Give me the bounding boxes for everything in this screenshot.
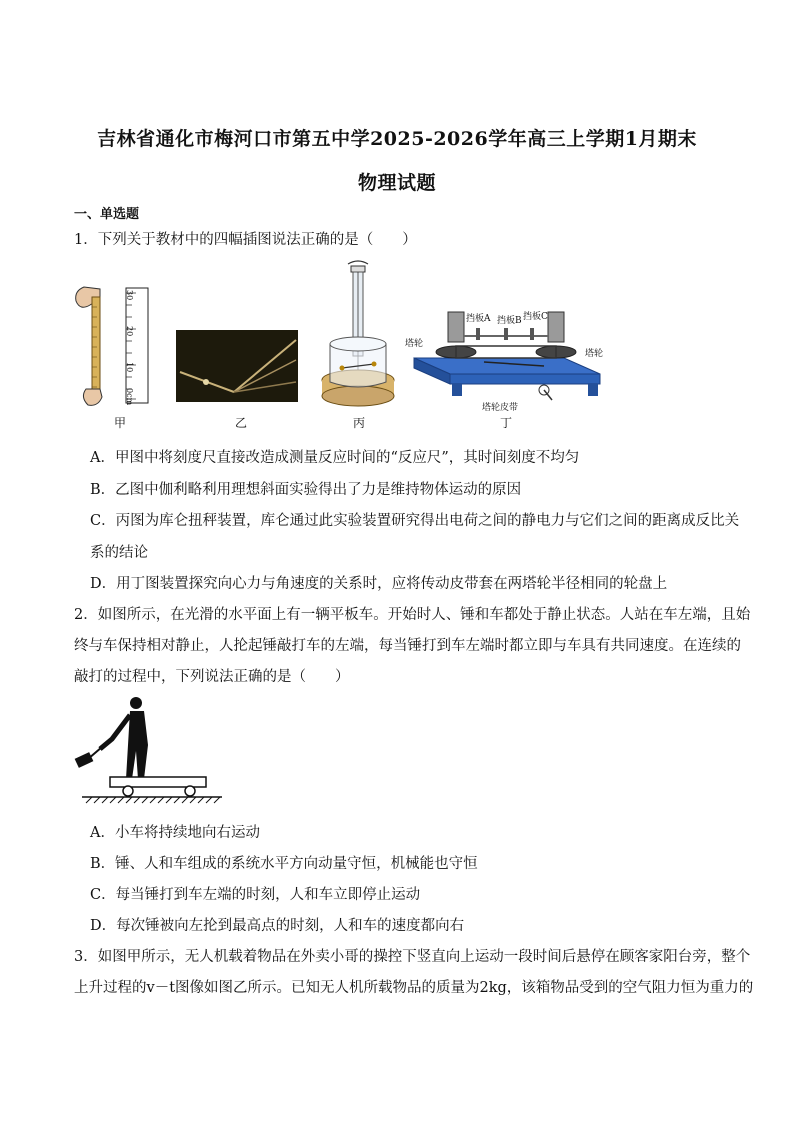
ruler-tick-10: 10 [125, 362, 134, 373]
figure-jia-caption: 甲 [114, 416, 127, 430]
figure-bing-illustration [318, 258, 398, 410]
ruler-tick-30: 30 [125, 290, 134, 301]
q1-option-b: B．乙图中伽利略利用理想斜面实验得出了力是维持物体运动的原因 [90, 482, 522, 498]
q1-option-c-cont: 系的结论 [90, 545, 148, 561]
figure-ding-caption: 丁 [500, 416, 513, 430]
q2-option-b: B．锤、人和车组成的系统水平方向动量守恒，机械能也守恒 [90, 856, 478, 872]
ding-label-baffle-b: 挡板B [497, 316, 522, 326]
page-subtitle: 物理试题 [357, 172, 436, 194]
section-heading: 一、单选题 [74, 207, 140, 222]
figure-yi [176, 330, 298, 402]
q2-option-a: A．小车将持续地向右运动 [90, 825, 260, 841]
q1-option-a: A．甲图中将刻度尺直接改造成测量反应时间的“反应尺”，其时间刻度不均匀 [90, 450, 580, 466]
q2-stem-line2: 终与车保持相对静止，人抡起锤敲打车的左端，每当锤打到车左端时都立即与车具有共同速度。在连续的 [74, 638, 741, 654]
q2-option-d: D．每次锤被向左抡到最高点的时刻，人和车的速度都向右 [90, 918, 465, 934]
page-title: 吉林省通化市梅河口市第五中学2025-2026学年高三上学期1月期末 [97, 128, 697, 150]
q3-stem-line1: 3．如图甲所示，无人机载着物品在外卖小哥的操控下竖直向上运动一段时间后悬停在顾客家阳台旁，整个 [74, 949, 751, 965]
q2-figure-illustration [74, 693, 226, 807]
q1-option-d: D．用丁图装置探究向心力与角速度的关系时，应将传动皮带套在两塔轮半径相同的轮盘上 [90, 576, 668, 592]
ruler-tick-0: 0cm [125, 388, 134, 406]
figure-yi-caption: 乙 [235, 416, 248, 430]
q3-stem-line2: 上升过程的v－t图像如图乙所示。已知无人机所载物品的质量为2kg，该箱物品受到的空气阻力恒为重力的 [74, 980, 754, 996]
figure-yi-illustration [176, 330, 298, 402]
figure-bing-caption: 丙 [353, 416, 366, 430]
q2-figure [74, 693, 226, 807]
q2-option-c: C．每当锤打到车左端的时刻，人和车立即停止运动 [90, 887, 421, 903]
q1-stem: 1．下列关于教材中的四幅插图说法正确的是（ ） [74, 232, 417, 248]
q1-option-c: C．丙图为库仑扭秤装置，库仑通过此实验装置研究得出电荷之间的静电力与它们之间的距离成反比关 [90, 513, 740, 529]
figure-bing [318, 258, 398, 410]
ding-label-belt: 塔轮皮带 [482, 403, 519, 413]
q2-stem-line1: 2．如图所示，在光滑的水平面上有一辆平板车。开始时人、锤和车都处于静止状态。人站在车左端，且始 [74, 607, 751, 623]
ding-label-right-wheel: 塔轮 [585, 349, 604, 359]
ruler-tick-20: 20 [125, 326, 134, 337]
ding-label-baffle-c: 挡板C [523, 312, 548, 322]
ding-label-baffle-a: 挡板A [466, 314, 491, 324]
ding-label-left-wheel: 塔轮 [405, 339, 424, 349]
figure-jia-illustration [70, 285, 160, 410]
figure-jia [70, 285, 160, 410]
q2-stem-line3: 敲打的过程中，下列说法正确的是（ ） [74, 669, 350, 685]
